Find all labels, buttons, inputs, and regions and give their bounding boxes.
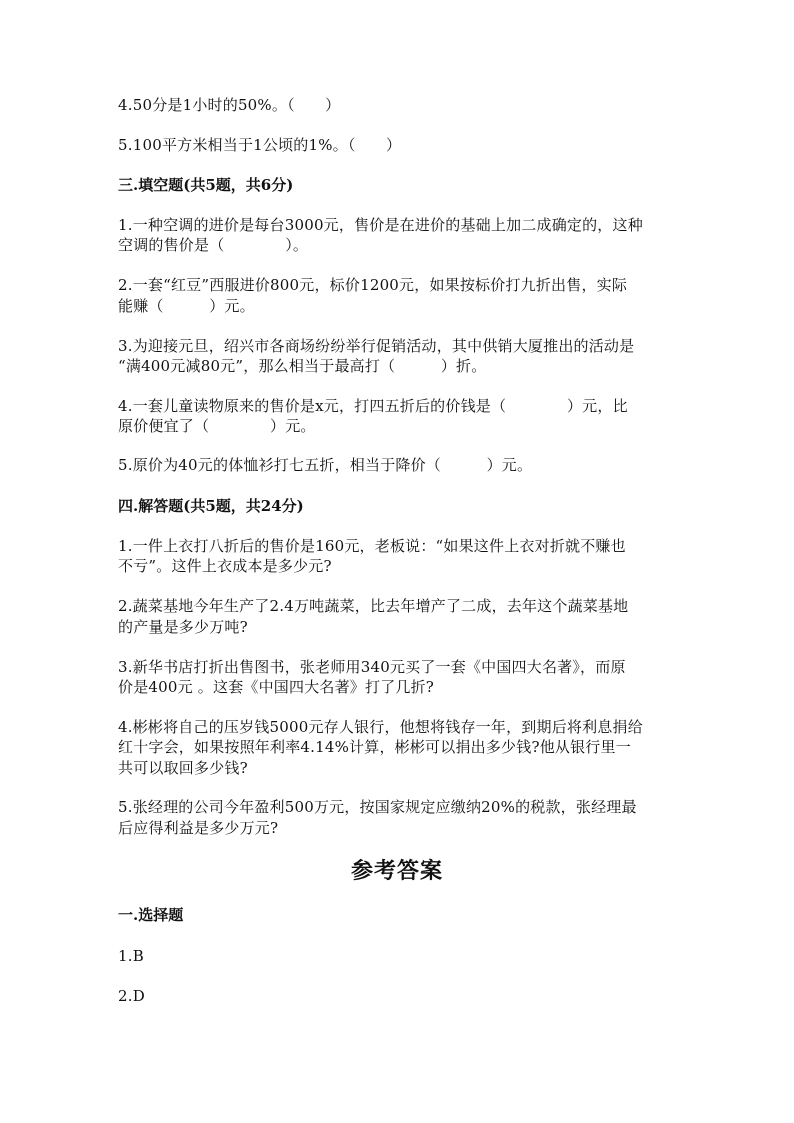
answer-key-title: 参考答案 [350, 858, 443, 884]
judge-question-4: 4.50分是1小时的50%。（ ） [118, 96, 341, 114]
solve-question-3-line-1: 3.新华书店打折出售图书，张老师用340元买了一套《中国四大名著》，而原 [118, 658, 626, 676]
fill-question-3-line-2: “满400元减80元”，那么相当于最高打（ ）折。 [118, 357, 487, 375]
fill-question-2-line-2: 能赚（ ）元。 [118, 297, 255, 315]
solve-question-4-line-2: 红十字会，如果按照年利率4.14%计算，彬彬可以捐出多少钱?他从银行里一 [118, 738, 631, 756]
fill-question-2-line-1: 2.一套“红豆”西服进价800元，标价1200元，如果按标价打九折出售，实际 [118, 276, 628, 294]
solve-question-2-line-1: 2.蔬菜基地今年生产了2.4万吨蔬菜，比去年增产了二成，去年这个蔬菜基地 [118, 597, 629, 615]
solve-question-1-line-2: 不亏”。这件上衣成本是多少元? [118, 557, 332, 575]
answer-2: 2.D [118, 987, 145, 1005]
fill-question-1-line-1: 1.一种空调的进价是每台3000元，售价是在进价的基础上加二成确定的，这种 [118, 216, 643, 234]
fill-question-4-line-2: 原价便宜了（ ）元。 [118, 417, 316, 435]
judge-question-5: 5.100平方米相当于1公顷的1%。（ ） [118, 136, 402, 154]
solve-section-heading: 四.解答题(共5题，共24分) [118, 497, 304, 515]
solve-question-4-line-1: 4.彬彬将自己的压岁钱5000元存人银行，他想将钱存一年，到期后将利息捐给 [118, 718, 643, 736]
answer-1: 1.B [118, 947, 144, 965]
solve-question-3-line-2: 价是400元 。这套《中国四大名著》打了几折? [118, 678, 435, 696]
answer-section-heading: 一.选择题 [118, 906, 184, 924]
solve-question-1-line-1: 1.一件上衣打八折后的售价是160元，老板说：“如果这件上衣对折就不赚也 [118, 537, 626, 555]
solve-question-2-line-2: 的产量是多少万吨? [118, 618, 248, 636]
solve-question-5-line-2: 后应得利益是多少万元? [118, 819, 279, 837]
fill-question-3-line-1: 3.为迎接元旦，绍兴市各商场纷纷举行促销活动，其中供销大厦推出的活动是 [118, 337, 635, 355]
fill-question-5: 5.原价为40元的体恤衫打七五折，相当于降价（ ）元。 [118, 456, 533, 474]
solve-question-4-line-3: 共可以取回多少钱? [118, 759, 248, 777]
solve-question-5-line-1: 5.张经理的公司今年盈利500万元，按国家规定应缴纳20%的税款，张经理最 [118, 798, 637, 816]
fill-question-4-line-1: 4.一套儿童读物原来的售价是x元，打四五折后的价钱是（ ）元，比 [118, 397, 628, 415]
fill-question-1-line-2: 空调的售价是（ ）。 [118, 236, 309, 254]
fill-section-heading: 三.填空题(共5题，共6分) [118, 176, 294, 194]
